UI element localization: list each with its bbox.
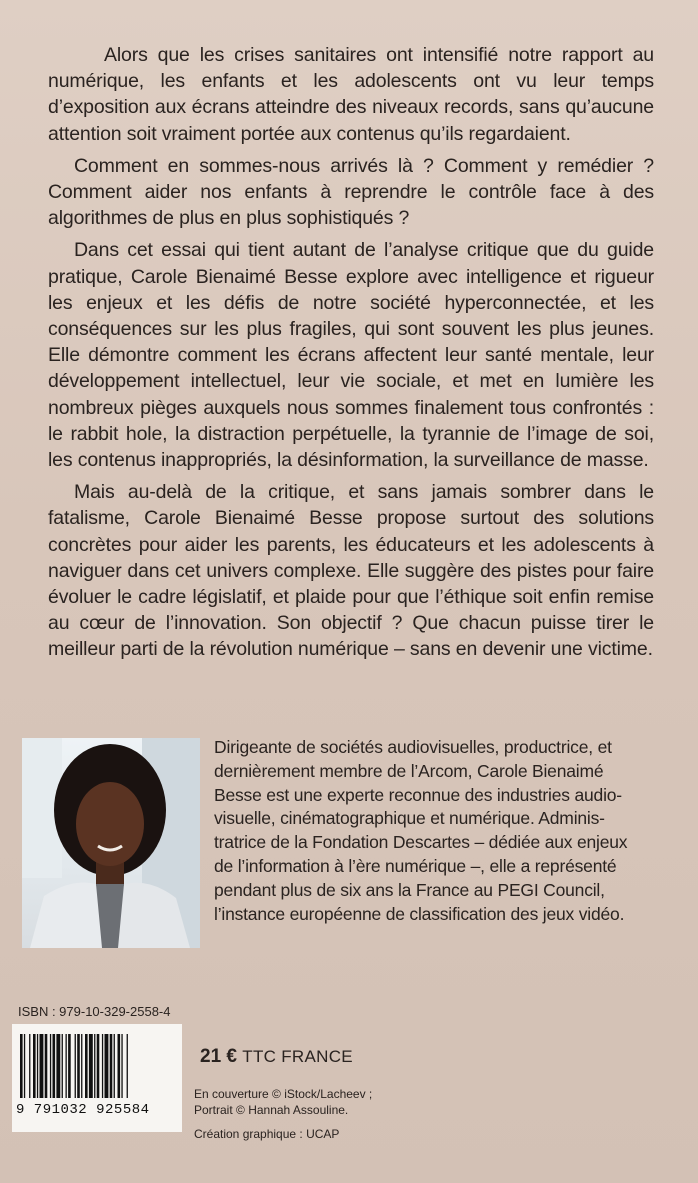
cover-credit: En couverture © iStock/Lacheev ; [194,1087,373,1101]
barcode-bar [33,1034,36,1098]
barcode-bar [121,1034,122,1098]
bio-line: l’instance européenne de classification des jeux vidéo. [214,903,625,924]
blurb-paragraph-3: Dans cet essai qui tient autant de l’analyse critique que du guide pratique, Carole Bienaimé Besse explore avec intelligence et rigueur les enjeux et les défis de notre société hyperconnectée, et les conséquences sur les plus fragiles, qui sont souvent les plus jeunes. Elle démontre comment les écrans affectent leur santé mentale, leur développement intellectuel, leur vie sociale, et met en lumière les nombreux pièges auxquels nous sommes finalement tous confrontés : le rabbit hole, la distraction perpétuelle, la tyrannie de l’image de soi, les contenus inappropriés, la désinformation, la surveillance de masse. [48,239,654,472]
barcode-bar [45,1034,48,1098]
bio-line: dernièrement membre de l’Arcom, Carole Bienaimé [214,760,604,781]
author-portrait [22,738,200,948]
price [200,1046,353,1068]
barcode-bar [75,1034,76,1098]
barcode-bar [66,1034,67,1098]
barcode-bar [56,1034,60,1098]
barcode-bar [77,1034,80,1098]
barcode-bar [127,1034,128,1098]
barcode-bar [37,1034,38,1098]
barcode-bar [118,1034,121,1098]
barcode [12,1024,182,1132]
barcode-bar [50,1034,51,1098]
bio-line: pendant plus de six ans la France au PEGI Council, [214,879,605,900]
barcode-bar [102,1034,103,1098]
design-credit: Création graphique : UCAP [194,1127,340,1141]
bio-line: Besse est une experte reconnue des industries audio- [214,784,622,805]
barcode-bar [105,1034,109,1098]
blurb-paragraph-2: Comment en sommes-nous arrivés là ? Comment y remédier ? Comment aider nos enfants à reprendre le contrôle face à des algorithmes de plus en plus sophistiqués ? [48,154,654,230]
barcode-bar [53,1034,56,1098]
author-bio [214,736,660,926]
isbn-label: ISBN : 979-10-329-2558-4 [18,1004,171,1019]
barcode-bar [110,1034,113,1098]
credits [194,1086,494,1142]
barcode-bar [81,1034,82,1098]
barcode-bar [40,1034,44,1098]
barcode-bar [24,1034,25,1098]
barcode-bars [12,1024,182,1104]
blurb-paragraph-4: Mais au-delà de la critique, et sans jamais sombrer dans le fatalisme, Carole Bienaimé Besse propose surtout des solutions concrètes pour aider les parents, les éducateurs et les adolescents à naviguer dans cet univers complexe. Elle suggère des pistes pour faire évoluer le cadre législatif, et plaide pour que l’éthique soit enfin remise au cœur de l’innovation. Son objectif ? Que chacun puisse tirer le meilleur parti de la révolution numérique – sans en devenir une victime. [48,481,654,661]
author-portrait-illustration [22,738,200,948]
barcode-bar [62,1034,63,1098]
barcode-bar [85,1034,88,1098]
blurb-text [48,42,654,669]
barcode-bar [97,1034,100,1098]
price-label: TTC FRANCE [242,1047,353,1066]
bio-line: visuelle, cinématographique et numérique. Adminis- [214,808,605,829]
blurb-paragraph-1: Alors que les crises sanitaires ont intensifié notre rapport au numérique, les enfants et les adolescents ont vu leur temps d’exposition aux écrans atteindre des niveaux records, sans qu’aucune attention soit vraiment portée aux contenus qu’ils regardaient. [48,44,654,145]
portrait-credit: Portrait © Hannah Assouline. [194,1103,349,1117]
barcode-digits: 9 791032 925584 [16,1102,150,1118]
barcode-bar [114,1034,115,1098]
bio-line: Dirigeante de sociétés audiovisuelles, productrice, et [214,737,612,757]
barcode-bar [68,1034,71,1098]
barcode-bar [29,1034,30,1098]
price-amount: 21 € [200,1046,237,1067]
barcode-bar [89,1034,93,1098]
barcode-bar [20,1034,23,1098]
bio-line: tratrice de la Fondation Descartes – dédiée aux enjeux [214,832,628,853]
bio-line: de l’information à l’ère numérique –, elle a représenté [214,855,617,876]
barcode-bar [94,1034,95,1098]
